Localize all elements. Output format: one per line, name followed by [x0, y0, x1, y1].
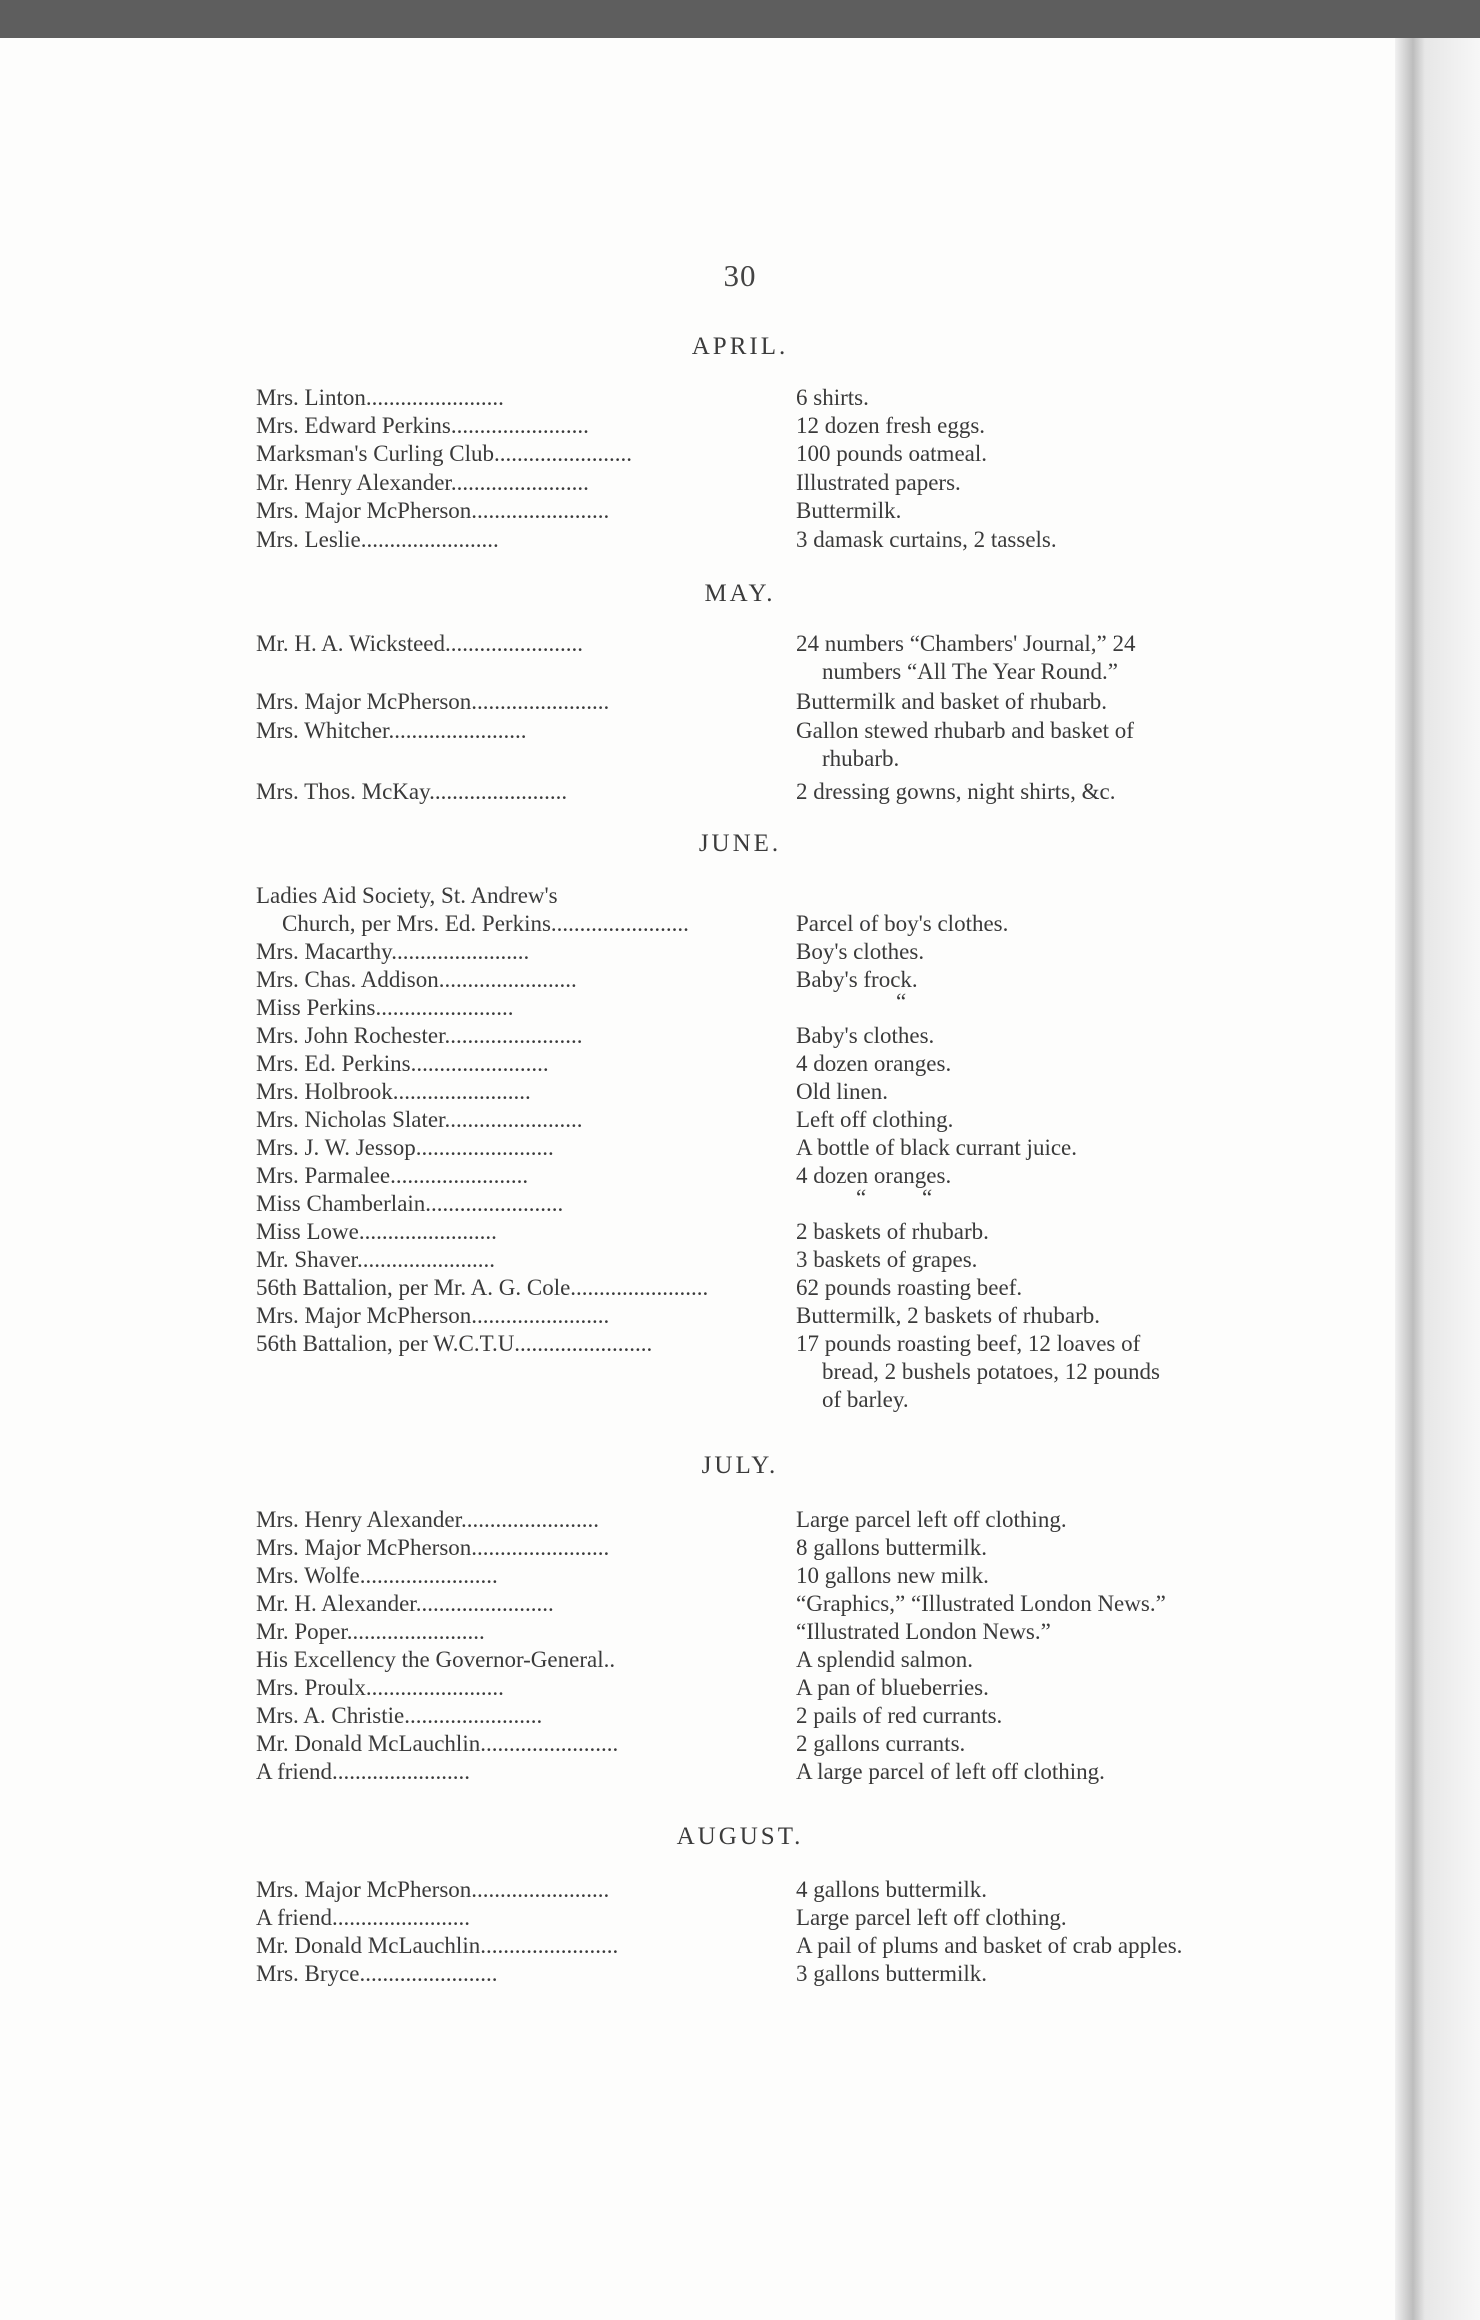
donation-item: Left off clothing.	[796, 1107, 954, 1132]
donor-name: A friend........................	[256, 1905, 471, 1930]
page-edge	[1395, 38, 1480, 2320]
donation-item: Buttermilk.	[796, 498, 902, 523]
donation-item: 62 pounds roasting beef.	[796, 1275, 1023, 1300]
donation-item: Buttermilk, 2 baskets of rhubarb.	[796, 1303, 1101, 1328]
donation-item: 4 dozen oranges.	[796, 1163, 952, 1188]
donor-name: Mr. H. Alexander........................	[256, 1591, 554, 1616]
donor-name: Mrs. A. Christie........................	[256, 1703, 543, 1728]
donor-name: Mrs. Parmalee........................	[256, 1163, 529, 1188]
donor-name: Ladies Aid Society, St. Andrew's Church, per Mrs. Ed. Perkins........................	[256, 883, 689, 936]
donation-item: A large parcel of left off clothing.	[796, 1759, 1105, 1784]
donor-name: Mrs. Major McPherson........................	[256, 1303, 610, 1328]
donor-name: Mr. Donald McLauchlin........................	[256, 1731, 619, 1756]
donation-item: Boy's clothes.	[796, 939, 925, 964]
donation-item: Baby's frock.	[796, 967, 918, 992]
donor-name: 56th Battalion, per W.C.T.U........................	[256, 1331, 653, 1356]
donation-item: 17 pounds roasting beef, 12 loaves of bread, 2 bushels potatoes, 12 pounds of barley.	[796, 1331, 1160, 1412]
donor-name: Mrs. Macarthy........................	[256, 939, 530, 964]
donation-item: A pail of plums and basket of crab apples.	[796, 1933, 1183, 1958]
donor-name: His Excellency the Governor-General..	[256, 1647, 616, 1672]
donor-name: Mrs. Henry Alexander........................	[256, 1507, 600, 1532]
donor-name: Mrs. Major McPherson........................	[256, 1877, 610, 1902]
donation-item: Gallon stewed rhubarb and basket of rhubarb.	[796, 718, 1134, 771]
donation-item: 24 numbers “Chambers' Journal,” 24 numbers “All The Year Round.”	[796, 631, 1136, 684]
donation-item: 6 shirts.	[796, 385, 869, 410]
donation-item: 3 damask curtains, 2 tassels.	[796, 527, 1057, 552]
donor-name: Mrs. Leslie........................	[256, 527, 499, 552]
donor-name: Mrs. Linton........................	[256, 385, 504, 410]
donor-name: Mrs. Proulx........................	[256, 1675, 504, 1700]
donor-name: Mr. Poper........................	[256, 1619, 485, 1644]
donor-name: Mrs. Edward Perkins........................	[256, 413, 589, 438]
donation-item: 3 baskets of grapes.	[796, 1247, 978, 1272]
donor-name: Mr. Henry Alexander........................	[256, 470, 589, 495]
donor-name: Mrs. Major McPherson........................	[256, 1535, 610, 1560]
donor-name: Mr. Donald McLauchlin........................	[256, 1933, 619, 1958]
donor-name: Miss Perkins........................	[256, 995, 514, 1020]
donor-name: Mrs. Bryce........................	[256, 1961, 498, 1986]
donation-item: 12 dozen fresh eggs.	[796, 413, 986, 438]
donation-item: 10 gallons new milk.	[796, 1563, 989, 1588]
donor-name: A friend........................	[256, 1759, 471, 1784]
donor-name: Mr. H. A. Wicksteed........................	[256, 631, 584, 656]
donation-item: Buttermilk and basket of rhubarb.	[796, 689, 1108, 714]
donor-name: Marksman's Curling Club........................	[256, 441, 632, 466]
donation-item: Illustrated papers.	[796, 470, 961, 495]
donor-name: Miss Lowe........................	[256, 1219, 497, 1244]
donation-item: A bottle of black currant juice.	[796, 1135, 1078, 1160]
donor-name: Mrs. Chas. Addison........................	[256, 967, 577, 992]
donor-name: Miss Chamberlain........................	[256, 1191, 564, 1216]
donor-name: Mr. Shaver........................	[256, 1247, 495, 1272]
donation-item: “ “	[856, 1185, 933, 1210]
section-heading-august: AUGUST.	[676, 1823, 804, 1850]
donor-name: Mrs. Major McPherson........................	[256, 498, 610, 523]
donation-item: 2 pails of red currants.	[796, 1703, 1003, 1728]
section-heading-april: APRIL.	[691, 333, 789, 360]
donation-item: 2 baskets of rhubarb.	[796, 1219, 989, 1244]
section-heading-june: JUNE.	[698, 830, 782, 857]
donor-name: Mrs. Thos. McKay........................	[256, 779, 568, 804]
donation-item: “Illustrated London News.”	[796, 1619, 1051, 1644]
donation-item: 4 gallons buttermilk.	[796, 1877, 988, 1902]
donation-item: “	[896, 989, 907, 1014]
donation-item: “Graphics,” “Illustrated London News.”	[796, 1591, 1166, 1616]
donation-item: A splendid salmon.	[796, 1647, 973, 1672]
donor-name: Mrs. Ed. Perkins........................	[256, 1051, 549, 1076]
donor-name: Mrs. Nicholas Slater........................	[256, 1107, 583, 1132]
donation-item: Baby's clothes.	[796, 1023, 935, 1048]
donation-item: Large parcel left off clothing.	[796, 1905, 1067, 1930]
page-number: 30	[723, 258, 757, 293]
donor-name: Mrs. Holbrook........................	[256, 1079, 531, 1104]
donor-name: Mrs. Major McPherson........................	[256, 689, 610, 714]
section-heading-july: JULY.	[701, 1452, 779, 1479]
donation-item: 8 gallons buttermilk.	[796, 1535, 988, 1560]
donation-item: 3 gallons buttermilk.	[796, 1961, 988, 1986]
donor-name: Mrs. John Rochester........................	[256, 1023, 583, 1048]
donation-item: Large parcel left off clothing.	[796, 1507, 1067, 1532]
viewer-top-bar	[0, 0, 1480, 38]
donor-name: Mrs. Wolfe........................	[256, 1563, 498, 1588]
donor-name: 56th Battalion, per Mr. A. G. Cole........................	[256, 1275, 709, 1300]
donation-item: Parcel of boy's clothes.	[796, 911, 1009, 936]
donation-item: A pan of blueberries.	[796, 1675, 989, 1700]
donor-name: Mrs. J. W. Jessop........................	[256, 1135, 554, 1160]
donor-name: Mrs. Whitcher........................	[256, 718, 527, 743]
donation-item: 100 pounds oatmeal.	[796, 441, 987, 466]
donation-item: 2 dressing gowns, night shirts, &c.	[796, 779, 1116, 804]
donation-item: Old linen.	[796, 1079, 888, 1104]
donation-item: 2 gallons currants.	[796, 1731, 966, 1756]
section-heading-may: MAY.	[704, 580, 776, 607]
donation-item: 4 dozen oranges.	[796, 1051, 952, 1076]
